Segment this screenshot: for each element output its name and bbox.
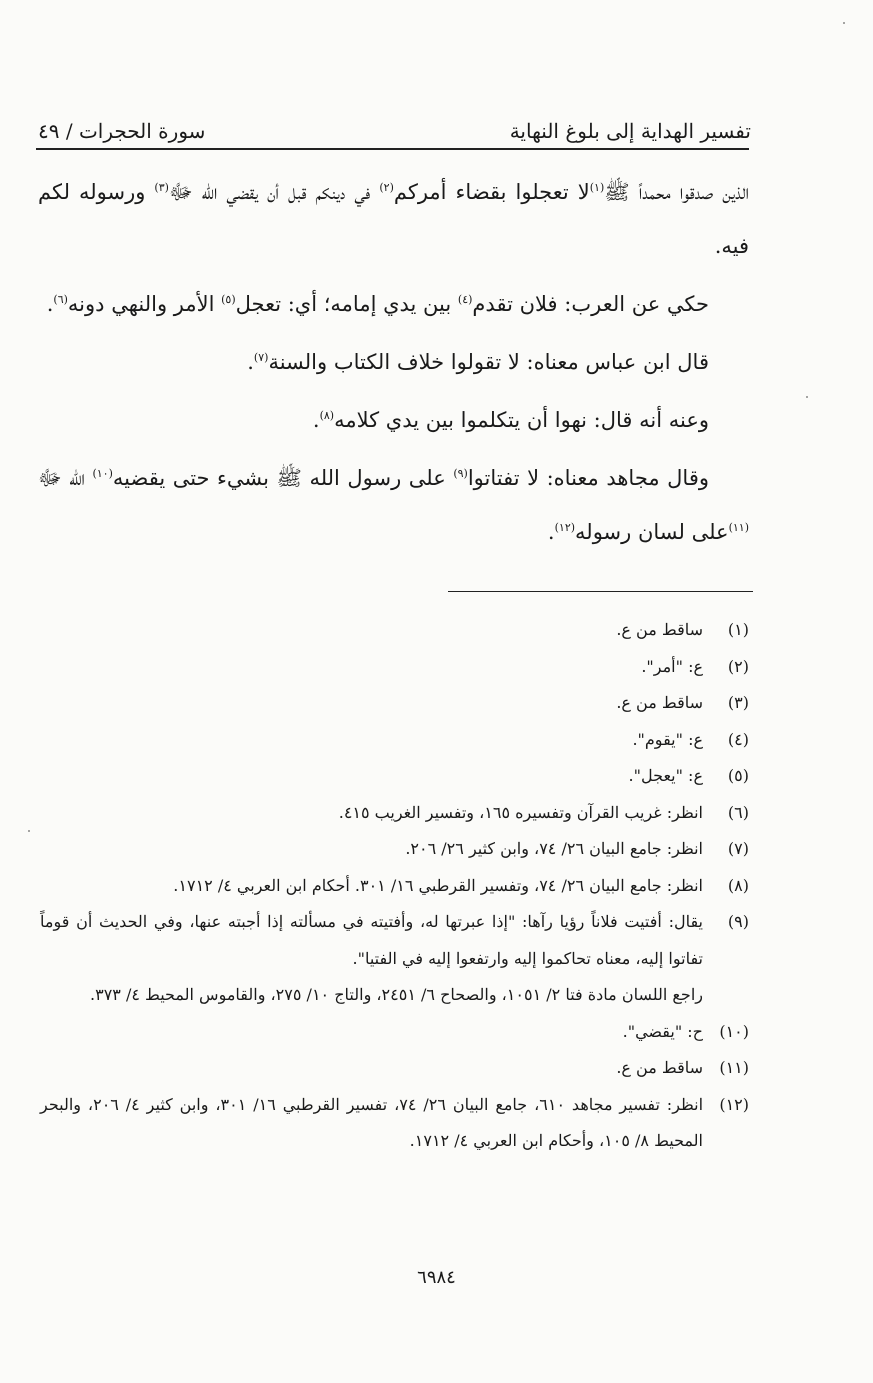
footnote-ref: (٥) [221, 293, 236, 306]
footnotes [40, 612, 749, 1160]
footnote-number: (٤) [727, 729, 749, 749]
footnote-text: يقال: أفتيت فلاناً رؤيا رآها: "إذا عبرتها له، وأفتيته في مسألته إذا أجبته عنها، وفي الحديث أن قوماً تفاتوا إليه، معناه تحاكموا إليه وارتفعوا إليه في الفتيا". [40, 912, 704, 968]
footnote-item [40, 795, 749, 832]
footnote-number: (٥) [727, 766, 749, 785]
footnote-item [40, 722, 749, 759]
text-run: بين يدي إمامه؛ أي: تعجل [235, 292, 458, 316]
footnote-text: ح: "يقضي". [622, 1021, 703, 1041]
footnote-number: (٧) [727, 839, 749, 858]
text-run: . [547, 520, 555, 544]
footnote-text: ساقط من ع. [616, 693, 703, 712]
text-run: . [247, 350, 254, 374]
scan-speck [806, 396, 808, 398]
footnote-ref: (١٠) [92, 467, 113, 480]
body-paragraph [38, 451, 749, 559]
footnote-number: (٨) [727, 875, 749, 895]
footnote-text: انظر: جامع البيان ٢٦/ ٧٤، وابن كثير ٢٦/ ٢٠٦. [405, 839, 703, 858]
footnote-item [40, 904, 749, 977]
text-run: . [312, 408, 320, 432]
footnote-item [40, 868, 749, 905]
footnote-ref: (٢) [379, 181, 394, 194]
footnote-item [40, 612, 749, 649]
main-text [38, 165, 749, 559]
scan-speck [28, 830, 30, 832]
footnote-ref: (٤) [457, 293, 473, 306]
footnote-ref: (٩) [453, 467, 468, 480]
text-run: ورسوله لكم فيه. [38, 180, 749, 258]
body-paragraph [38, 335, 749, 389]
running-header [38, 103, 751, 143]
footnote-item [40, 649, 749, 686]
footnote-number: (١٠) [719, 1021, 749, 1041]
footnote-text: ع: "أمر". [641, 656, 703, 676]
footnote-text: انظر: غريب القرآن وتفسيره ١٦٥، وتفسير الغريب ٤١٥. [338, 802, 703, 822]
footnote-number: (٢) [727, 656, 749, 676]
footnote-ref: (٣) [154, 181, 169, 194]
text-run: وعنه أنه قال: نهوا أن يتكلموا بين يدي كلامه [334, 408, 709, 432]
footnote-text: ع: "يعجل". [628, 766, 703, 785]
body-paragraph [38, 393, 749, 447]
footnote-ref: (١) [589, 181, 605, 194]
footnote-number: (١) [727, 620, 749, 639]
body-paragraph [38, 277, 749, 331]
text-run: لا تعجلوا بقضاء أمركم [393, 180, 590, 204]
footnote-number: (١٢) [719, 1094, 749, 1114]
text-run: الأمر والنهي دونه [67, 292, 222, 316]
text-run: . [46, 292, 54, 316]
text-run: الله ﷻ [38, 466, 93, 490]
body-paragraph [38, 165, 749, 273]
footnote-text: ساقط من ع. [616, 620, 703, 639]
footnote-ref: (١٢) [554, 521, 576, 534]
footnote-item [40, 1014, 749, 1051]
footnote-separator [448, 591, 753, 592]
footnote-item [40, 1087, 749, 1160]
text-run: الذين صدقوا محمداً ﷺ [604, 180, 749, 204]
footnote-number: (٣) [727, 693, 749, 712]
footnote-item [40, 758, 749, 795]
footnote-ref: (٧) [253, 351, 269, 364]
footnote-item [40, 977, 749, 1014]
footnote-number: (٦) [727, 802, 749, 822]
book-title: تفسير الهداية إلى بلوغ النهاية [509, 119, 751, 143]
footnote-text: انظر: تفسير مجاهد ٦١٠، جامع البيان ٢٦/ ٧٤، تفسير القرطبي ١٦/ ٣٠١، وابن كثير ٤/ ٢٠٦، والبحر المحيط ٨/ ١٠٥، وأحكام ابن العربي ٤/ ١٧١٢. [40, 1094, 704, 1150]
text-run: على رسول الله ﷺ بشيء حتى يقضيه [112, 466, 454, 490]
page-number: ٦٩٨٤ [417, 1267, 456, 1288]
footnote-text: ساقط من ع. [616, 1058, 703, 1077]
text-run: في دينكم قبل أن يقضي الله ﷻ [168, 180, 380, 204]
footnote-text: ع: "يقوم". [632, 729, 703, 749]
footnote-ref: (٨) [319, 409, 335, 422]
footnote-number: (١١) [719, 1058, 749, 1077]
header-rule [36, 148, 749, 150]
footnote-item [40, 1050, 749, 1087]
footnote-ref: (٦) [53, 293, 68, 306]
footnote-item [40, 831, 749, 868]
scan-speck [843, 22, 845, 24]
footnote-text: انظر: جامع البيان ٢٦/ ٧٤، وتفسير القرطبي ١٦/ ٣٠١. أحكام ابن العربي ٤/ ١٧١٢. [173, 875, 703, 895]
footnote-item [40, 685, 749, 722]
footnote-ref: (١١) [728, 521, 749, 534]
surah-page-label: سورة الحجرات / ٤٩ [38, 119, 206, 143]
text-run: على لسان رسوله [575, 520, 729, 544]
text-run: وقال مجاهد معناه: لا تفتاتوا [467, 466, 709, 490]
text-run: قال ابن عباس معناه: لا تقولوا خلاف الكتاب والسنة [268, 350, 709, 374]
footnote-text: راجع اللسان مادة فتا ٢/ ١٠٥١، والصحاح ٦/ ٢٤٥١، والتاج ١٠/ ٢٧٥، والقاموس المحيط ٤/ ٣٧٣. [90, 985, 703, 1004]
text-run: حكي عن العرب: فلان تقدم [472, 292, 709, 316]
footnote-number: (٩) [727, 912, 749, 931]
